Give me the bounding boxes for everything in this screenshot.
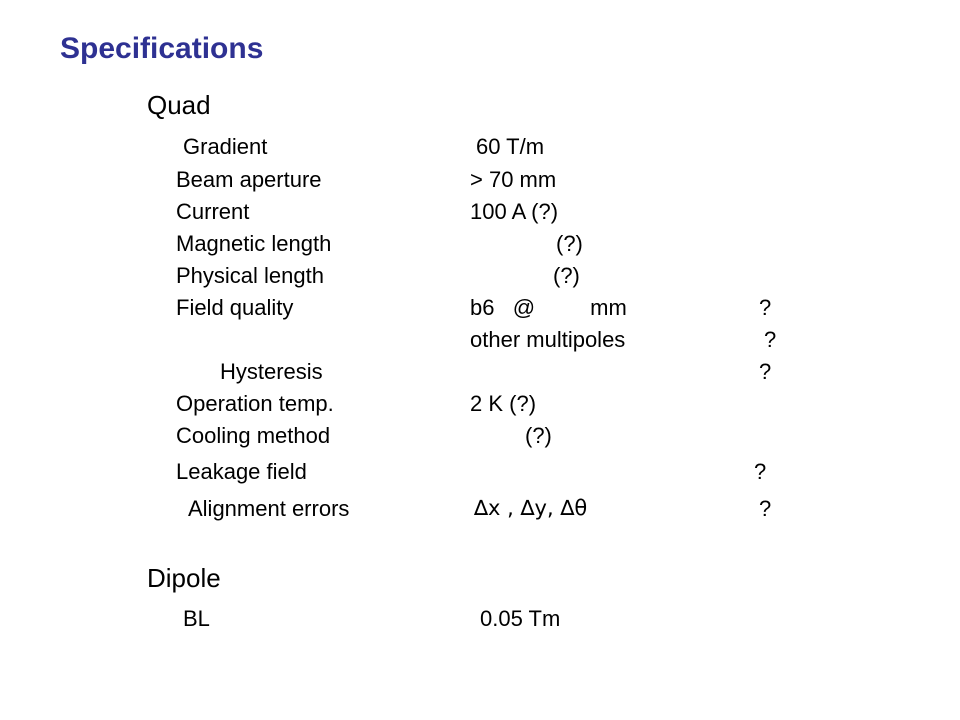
quad-row-alignment-errors-note: ? [759,496,772,521]
dipole-heading: Dipole [147,563,221,593]
quad-heading: Quad [147,90,211,120]
quad-row-beam-aperture-label: Beam aperture [176,167,322,192]
quad-row-alignment-errors-value: ∆x , ∆y, ∆θ [474,496,588,520]
quad-row-operation-temp-value: 2 K (?) [470,391,537,416]
quad-row-beam-aperture-value: > 70 mm [470,167,557,192]
quad-row-leakage-field-label: Leakage field [176,459,307,484]
quad-row-alignment-errors-label: Alignment errors [188,496,350,521]
quad-row-field-quality-value: b6 @ mm [470,295,627,320]
quad-row-hysteresis-label: Hysteresis [220,359,323,384]
quad-row-field-quality-note: ? [759,295,772,320]
quad-row-current-label: Current [176,199,250,224]
quad-row-gradient-label: Gradient [183,134,268,159]
quad-row-cooling-method-label: Cooling method [176,423,331,448]
quad-row-magnetic-length-value: (?) [556,231,583,256]
quad-row-field-quality-label: Field quality [176,295,294,320]
quad-row-hysteresis-note: ? [759,359,772,384]
quad-row-physical-length-label: Physical length [176,263,324,288]
dipole-row-bl-value: 0.05 Tm [480,606,561,631]
quad-row-gradient-value: 60 T/m [476,134,545,159]
quad-row-operation-temp-label: Operation temp. [176,391,334,416]
dipole-row-bl-label: BL [183,606,210,631]
quad-row-magnetic-length-label: Magnetic length [176,231,332,256]
quad-row-current-value: 100 A (?) [470,199,559,224]
quad-row-other-multipoles-value: other multipoles [470,327,626,352]
quad-row-other-multipoles-note: ? [764,327,777,352]
slide-title: Specifications [60,32,264,65]
quad-row-physical-length-value: (?) [553,263,580,288]
quad-row-leakage-field-note: ? [754,459,767,484]
quad-row-cooling-method-value: (?) [525,423,552,448]
